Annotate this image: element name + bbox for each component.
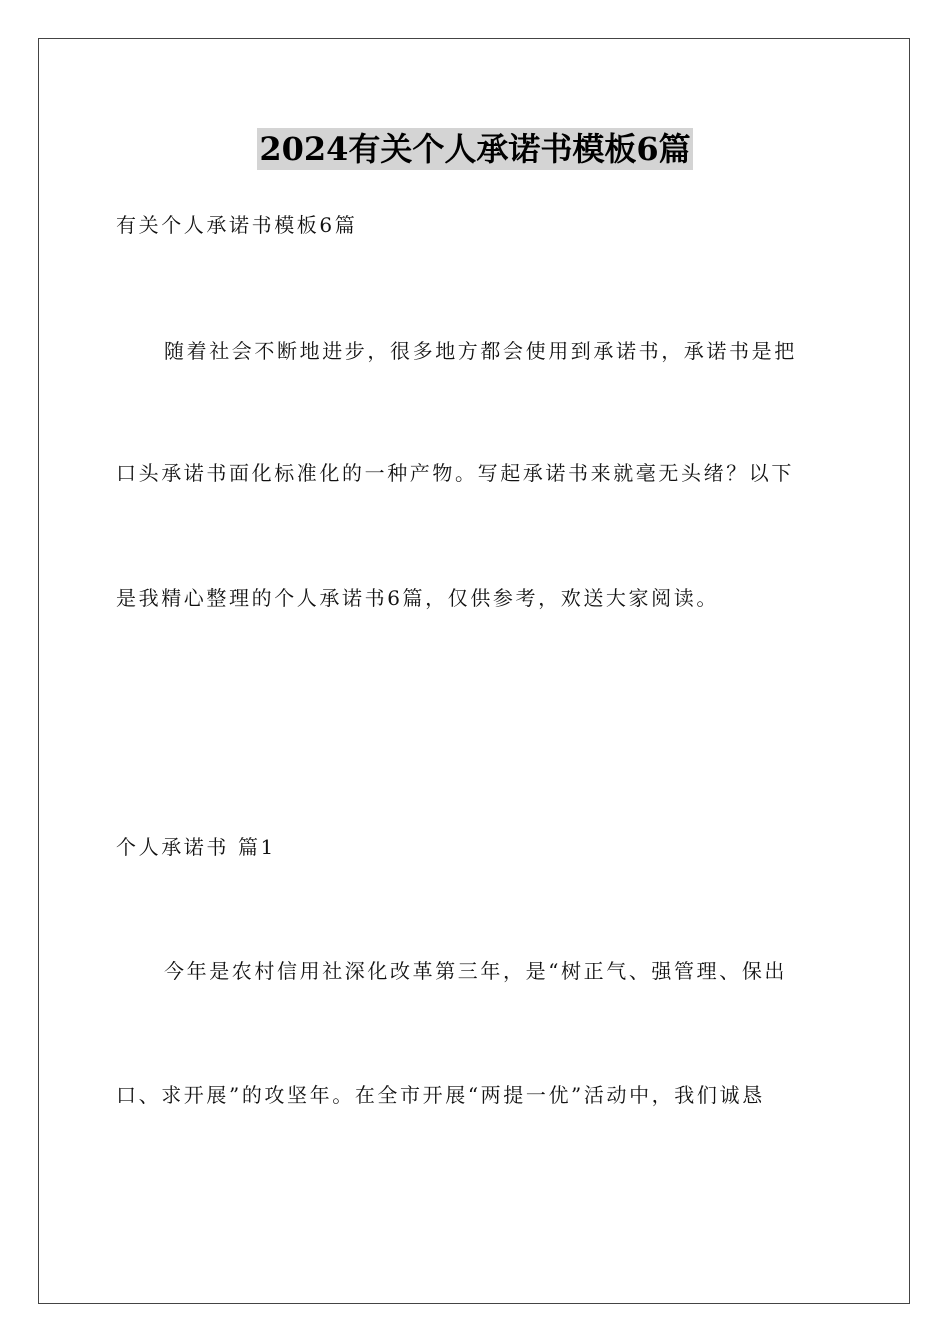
intro-line-3: 是我精心整理的个人承诺书6篇，仅供参考，欢送大家阅读。	[116, 586, 719, 610]
intro-line-2: 口头承诺书面化标准化的一种产物。写起承诺书来就毫无头绪？以下	[116, 461, 794, 485]
title-container	[0, 128, 950, 170]
document-subtitle: 有关个人承诺书模板6篇	[116, 213, 358, 237]
section-line-1: 今年是农村信用社深化改革第三年，是“树正气、强管理、保出	[164, 959, 788, 983]
section-heading: 个人承诺书 篇1	[116, 835, 276, 859]
section-line-2: 口、求开展”的攻坚年。在全市开展“两提一优”活动中，我们诚恳	[116, 1083, 765, 1107]
document-title: 2024有关个人承诺书模板6篇	[259, 130, 691, 168]
intro-line-1: 随着社会不断地进步，很多地方都会使用到承诺书，承诺书是把	[164, 339, 797, 363]
